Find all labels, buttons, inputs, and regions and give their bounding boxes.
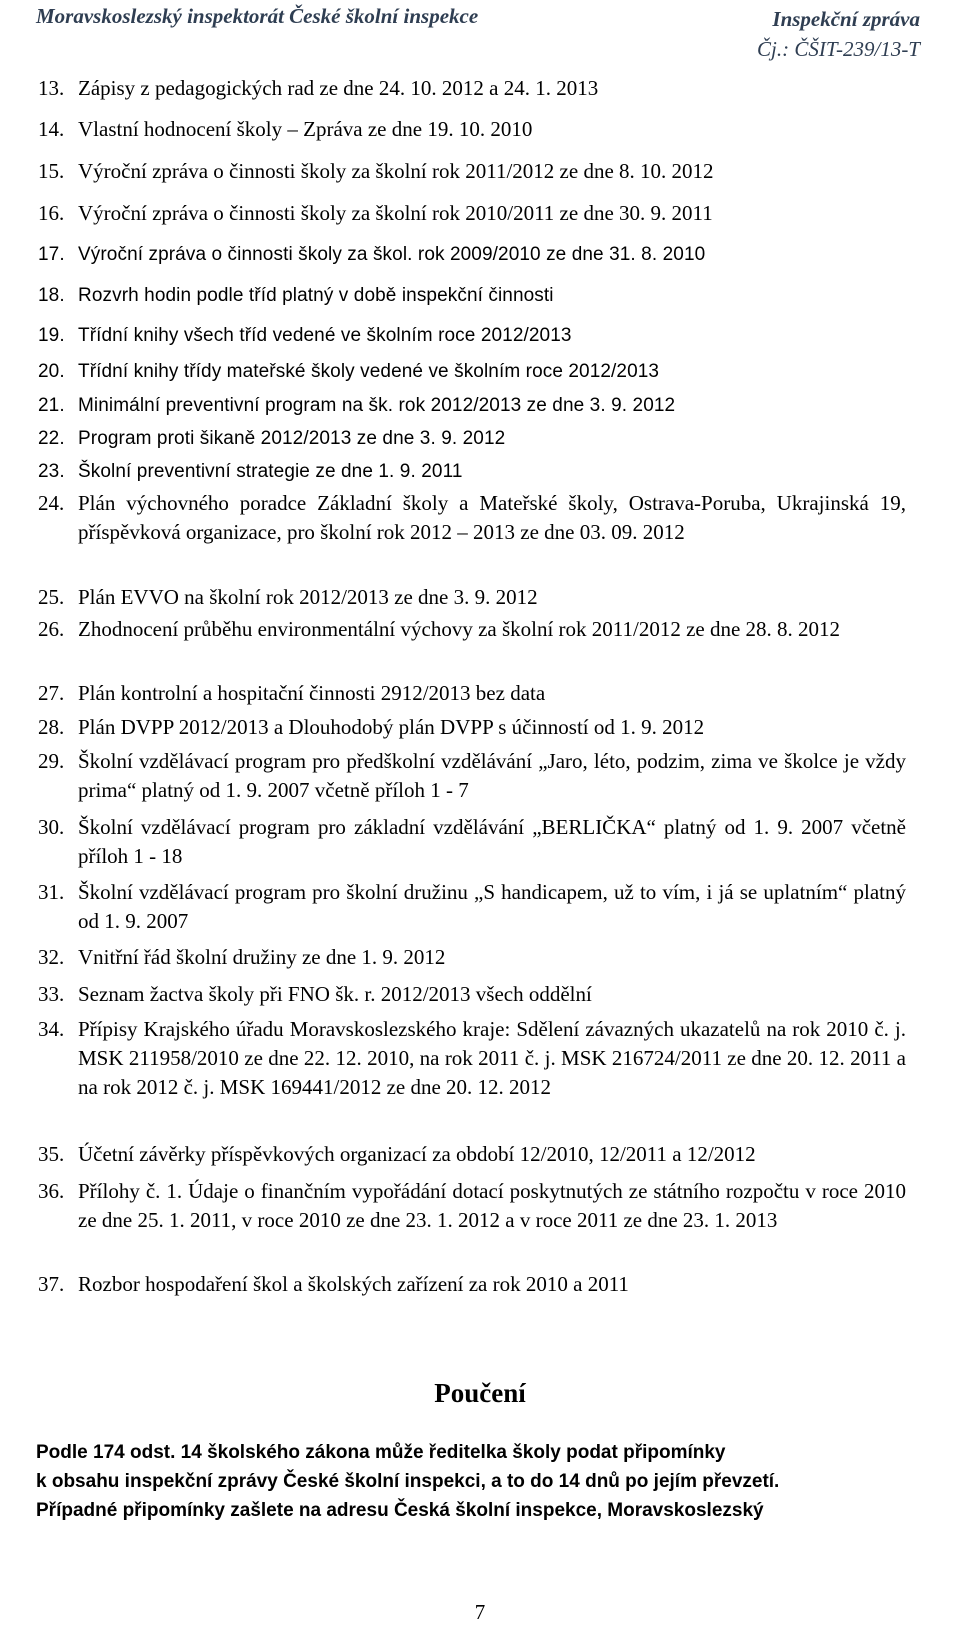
header-report-title: Inspekční zpráva bbox=[772, 7, 920, 31]
list-item bbox=[38, 747, 906, 813]
item-text: Rozvrh hodin podle tříd platný v době inspekční činnosti bbox=[78, 285, 554, 306]
item-text: Vlastní hodnocení školy – Zpráva ze dne 19. 10. 2010 bbox=[78, 117, 533, 141]
item-text: Minimální preventivní program na šk. rok 2012/2013 ze dne 3. 9. 2012 bbox=[78, 395, 676, 416]
notice-line: k obsahu inspekční zprávy České školní inspekci, a to do 14 dnů po jejím převzetí. bbox=[36, 1471, 780, 1492]
item-text: Přípisy Krajského úřadu Moravskoslezského kraje: Sdělení závazných ukazatelů na rok 2010 č. j. MSK 211958/2010 ze dne 22. 12. 2010, na rok 2011 č. j. MSK 216724/2011 ze dne 20. 12. 2011 a na rok 2012 č. j. MSK 169441/2012 ze dne 20. 12. 2012 bbox=[78, 1017, 906, 1099]
list-item bbox=[38, 1270, 906, 1304]
notice-title: Poučení bbox=[434, 1378, 526, 1408]
item-number: 17. bbox=[38, 244, 65, 265]
item-number: 36. bbox=[38, 1179, 65, 1203]
list-item bbox=[38, 1140, 906, 1177]
list-item bbox=[38, 391, 906, 424]
item-text: Školní vzdělávací program pro školní družinu „S handicapem, už to vím, i já se uplatním“ platný od 1. 9. 2007 bbox=[78, 880, 906, 933]
item-text: Třídní knihy třídy mateřské školy vedené ve školním roce 2012/2013 bbox=[78, 361, 660, 382]
item-number: 33. bbox=[38, 982, 65, 1006]
list-item bbox=[38, 679, 906, 713]
list-item bbox=[38, 157, 906, 199]
list-item bbox=[38, 115, 906, 157]
item-number: 29. bbox=[38, 749, 65, 773]
item-number: 15. bbox=[38, 159, 65, 183]
item-number: 21. bbox=[38, 395, 65, 416]
item-text: Přílohy č. 1. Údaje o finančním vypořádání dotací poskytnutých ze státního rozpočtu v roce 2010 ze dne 25. 1. 2011, v roce 2010 ze dne 23. 1. 2012 a v roce 2011 ze dne 23. 1. 2013 bbox=[78, 1179, 906, 1232]
list-item bbox=[38, 489, 906, 583]
list-item bbox=[38, 321, 906, 357]
item-text: Program proti šikaně 2012/2013 ze dne 3. 9. 2012 bbox=[78, 428, 506, 449]
item-number: 14. bbox=[38, 117, 65, 141]
item-text: Zhodnocení průběhu environmentální výchovy za školní rok 2011/2012 ze dne 28. 8. 2012 bbox=[78, 617, 841, 641]
item-number: 24. bbox=[38, 491, 65, 515]
item-number: 26. bbox=[38, 617, 65, 641]
list-item bbox=[38, 615, 906, 679]
list-item bbox=[38, 457, 906, 489]
item-number: 16. bbox=[38, 201, 65, 225]
item-text: Vnitřní řád školní družiny ze dne 1. 9. 2012 bbox=[78, 945, 446, 969]
list-item bbox=[38, 713, 906, 747]
item-text: Výroční zpráva o činnosti školy za škol. rok 2009/2010 ze dne 31. 8. 2010 bbox=[78, 244, 706, 265]
item-number: 22. bbox=[38, 428, 65, 449]
item-number: 28. bbox=[38, 715, 65, 739]
item-number: 31. bbox=[38, 880, 65, 904]
list-item bbox=[38, 980, 906, 1015]
list-item bbox=[38, 813, 906, 878]
list-item bbox=[38, 878, 906, 943]
list-item bbox=[38, 424, 906, 457]
notice-text bbox=[36, 1438, 908, 1525]
item-text: Plán DVPP 2012/2013 a Dlouhodobý plán DVPP s účinností od 1. 9. 2012 bbox=[78, 715, 705, 739]
item-text: Plán výchovného poradce Základní školy a Mateřské školy, Ostrava-Poruba, Ukrajinská 19, příspěvková organizace, pro školní rok 2012 – 2013 ze dne 03. 09. 2012 bbox=[78, 491, 906, 544]
item-number: 37. bbox=[38, 1272, 65, 1296]
document-list bbox=[38, 74, 906, 1304]
item-text: Plán EVVO na školní rok 2012/2013 ze dne 3. 9. 2012 bbox=[78, 585, 538, 609]
item-number: 27. bbox=[38, 681, 65, 705]
item-text: Rozbor hospodaření škol a školských zařízení za rok 2010 a 2011 bbox=[78, 1272, 629, 1296]
item-number: 35. bbox=[38, 1142, 65, 1166]
list-item bbox=[38, 1177, 906, 1270]
header-report-info bbox=[757, 4, 920, 64]
header-reference: Čj.: ČŠIT-239/13-T bbox=[757, 37, 920, 61]
item-text: Seznam žactva školy při FNO šk. r. 2012/2013 všech oddělní bbox=[78, 982, 592, 1006]
item-number: 18. bbox=[38, 285, 65, 306]
item-number: 30. bbox=[38, 815, 65, 839]
list-item bbox=[38, 199, 906, 240]
item-number: 34. bbox=[38, 1017, 65, 1041]
list-item bbox=[38, 240, 906, 281]
item-text: Školní vzdělávací program pro základní vzdělávání „BERLIČKA“ platný od 1. 9. 2007 včetně příloh 1 - 18 bbox=[78, 815, 906, 868]
item-text: Plán kontrolní a hospitační činnosti 2912/2013 bez data bbox=[78, 681, 546, 705]
header-inspectorate: Moravskoslezský inspektorát České školní inspekce bbox=[36, 4, 479, 28]
item-text: Účetní závěrky příspěvkových organizací za období 12/2010, 12/2011 a 12/2012 bbox=[78, 1142, 756, 1166]
notice-line: Podle 174 odst. 14 školského zákona může ředitelka školy podat připomínky bbox=[36, 1442, 726, 1463]
item-text: Zápisy z pedagogických rad ze dne 24. 10. 2012 a 24. 1. 2013 bbox=[78, 76, 599, 100]
item-text: Výroční zpráva o činnosti školy za školní rok 2010/2011 ze dne 30. 9. 2011 bbox=[78, 201, 713, 225]
item-number: 23. bbox=[38, 461, 65, 482]
list-item bbox=[38, 1015, 906, 1140]
page-number: 7 bbox=[474, 1600, 486, 1624]
item-number: 25. bbox=[38, 585, 65, 609]
list-item bbox=[38, 281, 906, 321]
list-item bbox=[38, 583, 906, 615]
item-number: 13. bbox=[38, 76, 65, 100]
item-number: 19. bbox=[38, 325, 65, 346]
list-item bbox=[38, 357, 906, 391]
item-number: 32. bbox=[38, 945, 65, 969]
item-text: Školní preventivní strategie ze dne 1. 9. 2011 bbox=[78, 461, 463, 482]
notice-line: Případné připomínky zašlete na adresu Česká školní inspekce, Moravskoslezský bbox=[36, 1500, 764, 1521]
item-text: Třídní knihy všech tříd vedené ve školním roce 2012/2013 bbox=[78, 325, 572, 346]
item-text: Školní vzdělávací program pro předškolní vzdělávání „Jaro, léto, podzim, zima ve školce je vždy prima“ platný od 1. 9. 2007 včetně příloh 1 - 7 bbox=[78, 749, 906, 802]
item-number: 20. bbox=[38, 361, 65, 382]
item-text: Výroční zpráva o činnosti školy za školní rok 2011/2012 ze dne 8. 10. 2012 bbox=[78, 159, 714, 183]
list-item bbox=[38, 943, 906, 980]
list-item bbox=[38, 74, 906, 115]
